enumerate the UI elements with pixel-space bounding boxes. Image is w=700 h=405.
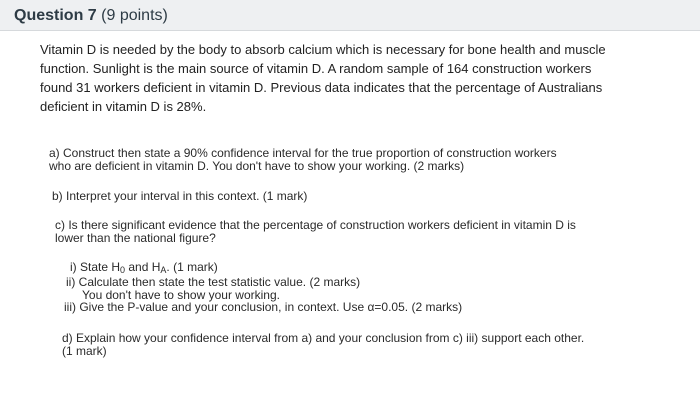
question-number: Question 7 (14, 7, 97, 24)
intro-line: Vitamin D is needed by the body to absorb calcium which is necessary for bone health and muscle (40, 42, 606, 57)
part-c-line: c) Is there significant evidence that the percentage of construction workers deficient in vitamin D is (55, 218, 576, 232)
part-c-line: lower than the national figure? (55, 231, 216, 245)
part-d-line: (1 mark) (62, 344, 107, 358)
question-header (0, 0, 700, 31)
part-d-line: d) Explain how your confidence interval from a) and your conclusion from c) iii) support each other. (62, 331, 585, 345)
part-c (55, 219, 576, 245)
part-c-i: i) State $H_0$ and $H_A$. (1 mark) (70, 260, 218, 275)
part-c-ii (66, 276, 360, 302)
intro-line: found 31 workers deficient in vitamin D. Previous data indicates that the percentage of Australians (40, 80, 603, 95)
part-a-line: a) Construct then state a 90% confidence interval for the true proportion of construction workers (49, 146, 557, 160)
intro-line: deficient in vitamin D is 28%. (40, 99, 207, 114)
part-c-ii-line: ii) Calculate then state the test statistic value. (2 marks) (66, 275, 361, 289)
question-points: (9 points) (101, 7, 168, 24)
question-title (14, 7, 168, 25)
part-a-line: who are deficient in vitamin D. You don't have to show your working. (2 marks) (49, 159, 465, 173)
part-c-ii-line: You don't have to show your working. (82, 288, 280, 302)
intro-line: function. Sunlight is the main source of vitamin D. A random sample of 164 construction workers (40, 61, 592, 76)
part-c-iii-line: iii) Give the P-value and your conclusion, in context. Use α=0.05. (2 marks) (64, 300, 463, 314)
part-d (62, 332, 584, 358)
part-b (52, 190, 307, 203)
question-intro (40, 40, 606, 116)
part-c-iii (64, 301, 462, 314)
part-a (49, 147, 557, 173)
part-b-line: b) Interpret your interval in this context. (1 mark) (52, 189, 308, 203)
